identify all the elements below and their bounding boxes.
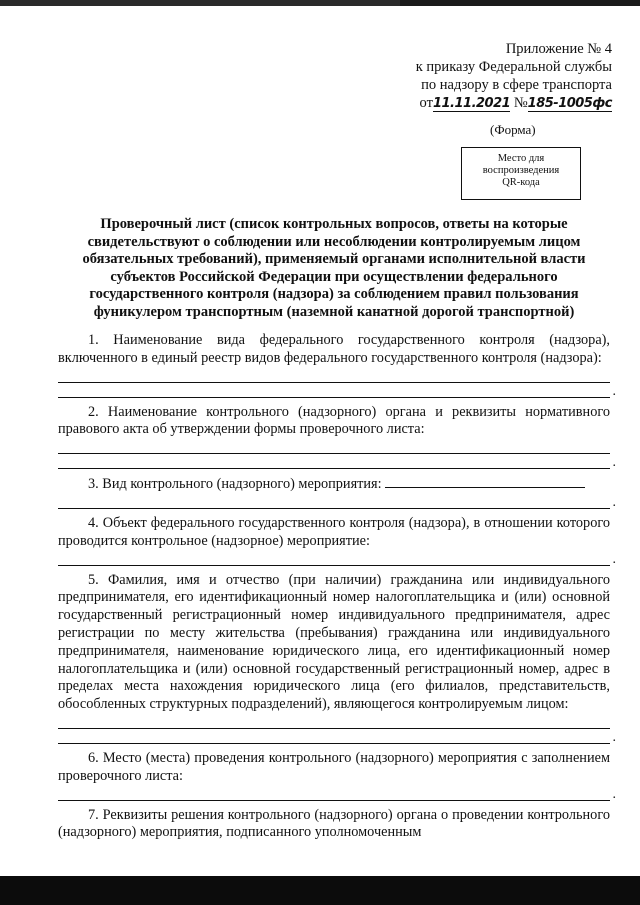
document-title: Проверочный лист (список контрольных вопросов, ответы на которые свидетельствуют о соблюдении или несоблюдении контролируемым лицом обязательных требований), применяемый органами исполнительной власти субъектов Российской Федерации при осуществлении федерального государственного контроля (надзора) за соблюдением правил пользования фуникулером транспортным (наземной канатной дорогой транспортной) [82,216,586,320]
item-5-fill-line-2: . [58,729,610,744]
item-1-fill-line [58,368,610,383]
scan-top-mark [0,0,400,6]
item-6-fill-line: . [58,786,610,801]
qr-box-line-1: Место для [497,153,545,164]
order-date: 11.11.2021 [432,96,511,111]
item-3-inline-line [385,475,585,488]
order-number: 185-1005фс [527,96,612,111]
item-5-fill-line [58,714,610,729]
qr-box-line-3: QR-кода [502,177,540,188]
item-2-text: 2. Наименование контрольного (надзорного) органа и реквизиты нормативного правового акта об утверждении формы проверочного листа: [58,403,610,438]
item-3-text [58,475,610,494]
date-prefix: от [419,95,433,111]
item-3-label: 3. Вид контрольного (надзорного) мероприятия: [88,476,382,493]
form-body [58,332,616,842]
appendix-number: Приложение № 4 [505,41,612,57]
qr-code-placeholder [461,147,581,200]
item-6-text: 6. Место (места) проведения контрольного (надзорного) мероприятия с заполнением проверочного листа: [58,749,610,784]
number-prefix: № [513,95,528,111]
order-date-number [372,94,612,113]
item-5-text: 5. Фамилия, имя и отчество (при наличии) гражданина или индивидуального предпринимателя, его идентификационный номер налогоплательщика и (или) основной государственный регистрационный номер индивидуального предпринимателя, адрес регистрации по месту жительства (пребывания) гражданина или индивидуального предпринимателя, наименование юридического лица, его идентификационный номер налогоплательщика и (или) основной государственный регистрационный номер, адрес в пределах места нахождения юридического лица (его филиалов, представительств, обособленных структурных подразделений), являющегося контролируемым лицом: [58,571,610,713]
item-2-fill-line-2: . [58,454,610,469]
item-7-text: 7. Реквизиты решения контрольного (надзорного) органа о проведении контрольного (надзорного) мероприятия, подписанного уполномоченным [58,806,610,841]
qr-box-line-2: воспроизведения [482,165,560,176]
form-label: (Форма) [490,122,536,137]
scan-bottom-edge [0,876,640,905]
item-2-fill-line [58,439,610,454]
item-1-fill-line-2: . [58,383,610,398]
order-authority: по надзору в сфере транспорта [421,77,612,93]
item-1-text: 1. Наименование вида федерального государственного контроля (надзора), включенного в единый реестр видов федерального государственного контроля (надзора): [58,332,610,366]
item-3-fill-line: . [58,494,610,509]
order-reference: к приказу Федеральной службы [415,59,612,75]
item-4-text: 4. Объект федерального государственного контроля (надзора), в отношении которого проводится контрольное (надзорное) мероприятие: [58,514,610,549]
appendix-header [372,40,612,113]
item-4-fill-line: . [58,551,610,566]
